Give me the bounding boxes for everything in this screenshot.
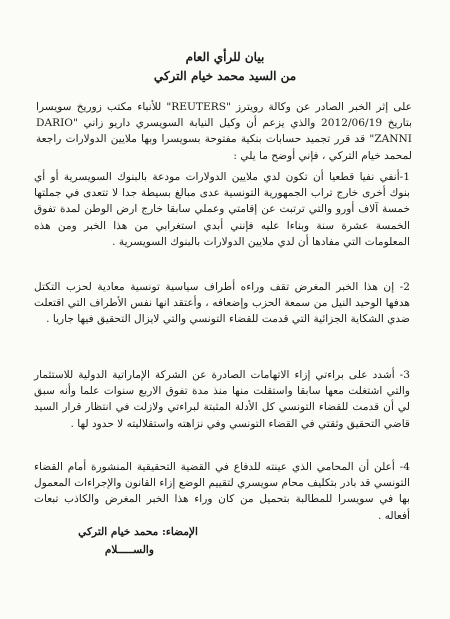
- paragraph-3: 3- أشدد على براءتي إزاء الاتهامات الصادرة عن الشركة الإماراتية الدولية للاستثمار والتي اشتغلت معها سابقا واستقلت منها منذ مدة تفوق الاربع سنوات علما وأنه سبق لي أن قدمت للقضاء التونسي كل الأدلة المثبتة لبراءتي ولازلت في انتظار قرار السيد قاضي التحقيق وثقتي في القضاء التونسي وفي نزاهته واستقلاليته لا حدود لها .: [34, 369, 410, 430]
- closing-salutation: والســـــلام: [104, 544, 154, 556]
- paragraph-2: 2- إن هذا الخبر المغرض تقف وراءه أطراف سياسية تونسية معادية لحزب التكتل هدفها الوحيد النيل من سمعة الحزب وإضعافه ، وأعتقد انها نفس الأطراف التي اقتعلت ضدي الشكاية الجزائية التي قدمت للقضاء التونسي والتي لايزال التحقيق فيها جاريا .: [34, 281, 410, 326]
- paragraph-1: 1-أنفي نفيا قطعيا أن تكون لدي ملايين الدولارات مودعة بالبنوك السويسرية أو أي بنوك أخرى خارج تراب الجمهورية التونسية عدى مبالغ بسيطة جدا لا تتعدى في جملتها خمسة آلاف أورو والتي ترتبت عن إقامتي وعملي سابقا خارج ارض الوطن لمدة تفوق الخمسة عشرة سنة وبناءا عليه فإنني أبدي استغرابي من هذا الخبر ومن هذه المعلومات التي مفادها أن لدي ملايين الدولارات بالبنوك السويسرية .: [34, 171, 410, 248]
- signature-line: الإمضاء: محمد خيام التركي: [78, 526, 198, 538]
- document-title: بيان للرأي العام: [185, 50, 265, 64]
- document-subtitle: من السيد محمد خيام التركي: [153, 69, 297, 83]
- paragraph-4: 4- أعلن أن المحامي الذي عينته للدفاع في القضية التحقيقية المنشورة أمام القضاء التونسي قد بادر بتكليف محام سويسري لتقييم الوضع إزاء القانون والإجراءات المعمول بها في سويسرا للمطالبة بتحميل من كان وراء هذا الخبر المغرض والكاذب تبعات أفعاله .: [34, 461, 410, 522]
- intro-paragraph: على إثر الخبر الصادر عن وكالة رويترز "REUTERS" للأنباء مكتب زوريخ سويسرا بتاريخ 2012/06/19 والذي يزعم أن وكيل النيابة السويسري داريو زاني "DARIO ZANNI" قد قرر تجميد حسابات بنكية مفتوحة بسويسرا وبها ملايين الدولارات راجعة لمحمد خيام التركي ، فإني أوضح ما يلي :: [36, 101, 412, 162]
